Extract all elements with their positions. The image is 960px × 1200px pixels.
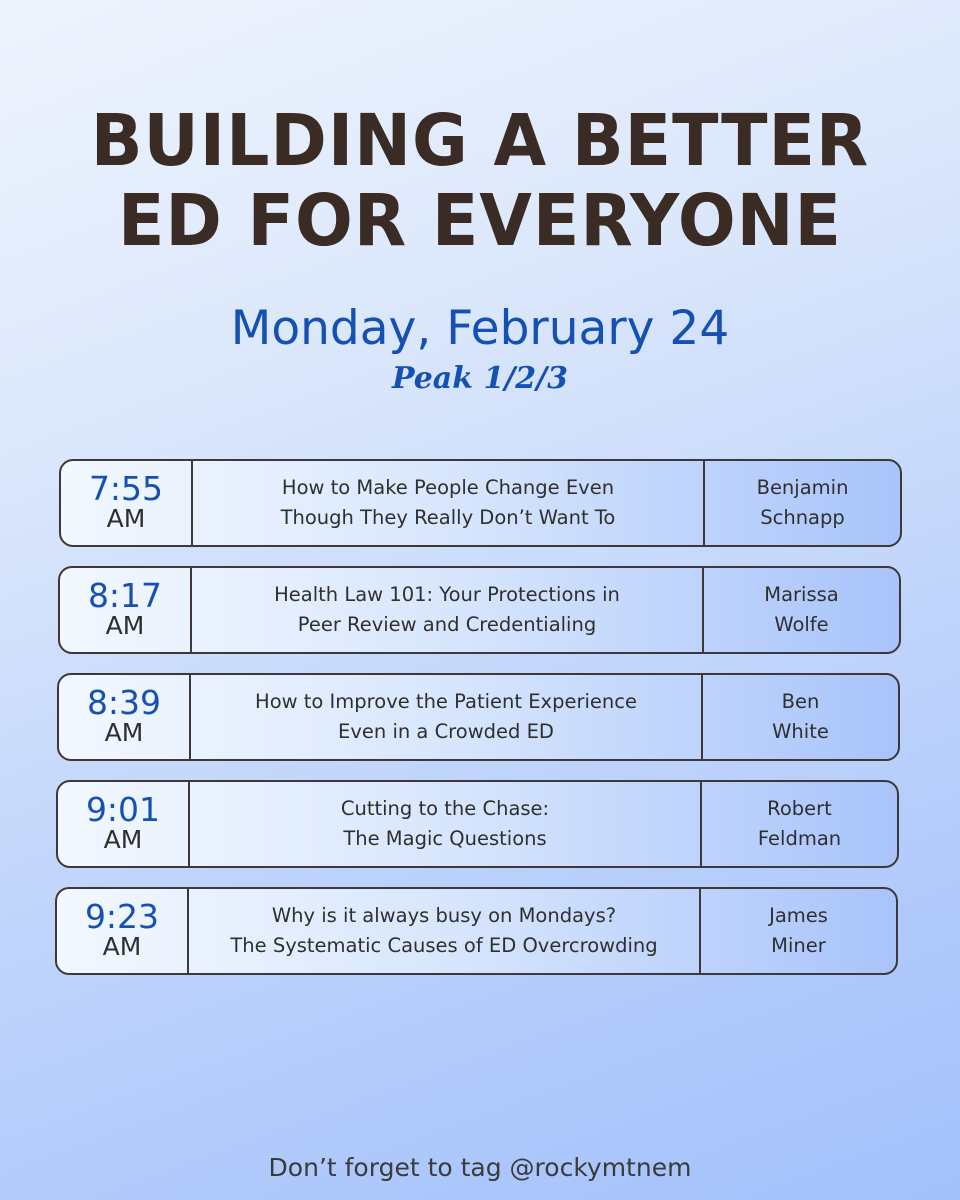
speaker-name — [699, 889, 896, 973]
talk-title — [193, 461, 703, 545]
speaker-last-name: Wolfe — [774, 613, 829, 636]
speaker-name — [701, 675, 898, 759]
time-value: 9:01 — [85, 790, 161, 829]
speaker-first-name: Marissa — [764, 583, 839, 606]
time-ampm: AM — [104, 718, 144, 747]
event-location: Peak 1/2/3 — [391, 361, 569, 396]
talk-title-line: The Systematic Causes of ED Overcrowding — [230, 934, 658, 957]
poster-title-line-1: BUILDING A BETTER — [90, 100, 870, 183]
speaker-first-name: Benjamin — [756, 476, 849, 499]
talk-title-line: Health Law 101: Your Protections in — [274, 583, 620, 606]
talk-title — [190, 782, 700, 866]
time-value: 8:17 — [87, 576, 163, 615]
time-value: 8:39 — [86, 683, 162, 722]
talk-title-line: Even in a Crowded ED — [338, 720, 554, 743]
time-cell — [61, 461, 193, 545]
speaker-first-name: James — [769, 904, 828, 927]
speaker-name — [703, 461, 900, 545]
time-cell — [59, 675, 191, 759]
time-ampm: AM — [105, 611, 145, 640]
schedule-row — [56, 780, 899, 868]
event-date: Monday, February 24 — [230, 301, 730, 356]
time-cell — [58, 782, 190, 866]
schedule-row — [55, 887, 898, 975]
social-tag-footer: Don’t forget to tag @rockymtnem — [268, 1153, 692, 1182]
speaker-name — [702, 568, 899, 652]
talk-title-line: Peer Review and Credentialing — [297, 613, 597, 636]
time-cell — [57, 889, 189, 973]
speaker-first-name: Robert — [767, 797, 832, 820]
time-ampm: AM — [103, 825, 143, 854]
talk-title-line: How to Make People Change Even — [281, 476, 615, 499]
speaker-last-name: Schnapp — [760, 506, 845, 529]
talk-title — [189, 889, 699, 973]
speaker-name — [700, 782, 897, 866]
talk-title — [192, 568, 702, 652]
poster-title-line-2: ED FOR EVERYONE — [117, 180, 843, 263]
time-value: 9:23 — [84, 897, 160, 936]
time-ampm: AM — [102, 932, 142, 961]
talk-title-line: Though They Really Don’t Want To — [280, 506, 616, 529]
time-ampm: AM — [106, 504, 146, 533]
time-value: 7:55 — [88, 469, 164, 508]
speaker-last-name: Feldman — [757, 827, 842, 850]
talk-title-line: The Magic Questions — [343, 827, 547, 850]
speaker-first-name: Ben — [781, 690, 820, 713]
schedule-row — [57, 673, 900, 761]
schedule-row — [59, 459, 902, 547]
speaker-last-name: Miner — [771, 934, 826, 957]
talk-title-line: Why is it always busy on Mondays? — [271, 904, 617, 927]
speaker-last-name: White — [772, 720, 829, 743]
schedule-row — [58, 566, 901, 654]
talk-title — [191, 675, 701, 759]
talk-title-line: Cutting to the Chase: — [340, 797, 550, 820]
talk-title-line: How to Improve the Patient Experience — [255, 690, 637, 713]
time-cell — [60, 568, 192, 652]
